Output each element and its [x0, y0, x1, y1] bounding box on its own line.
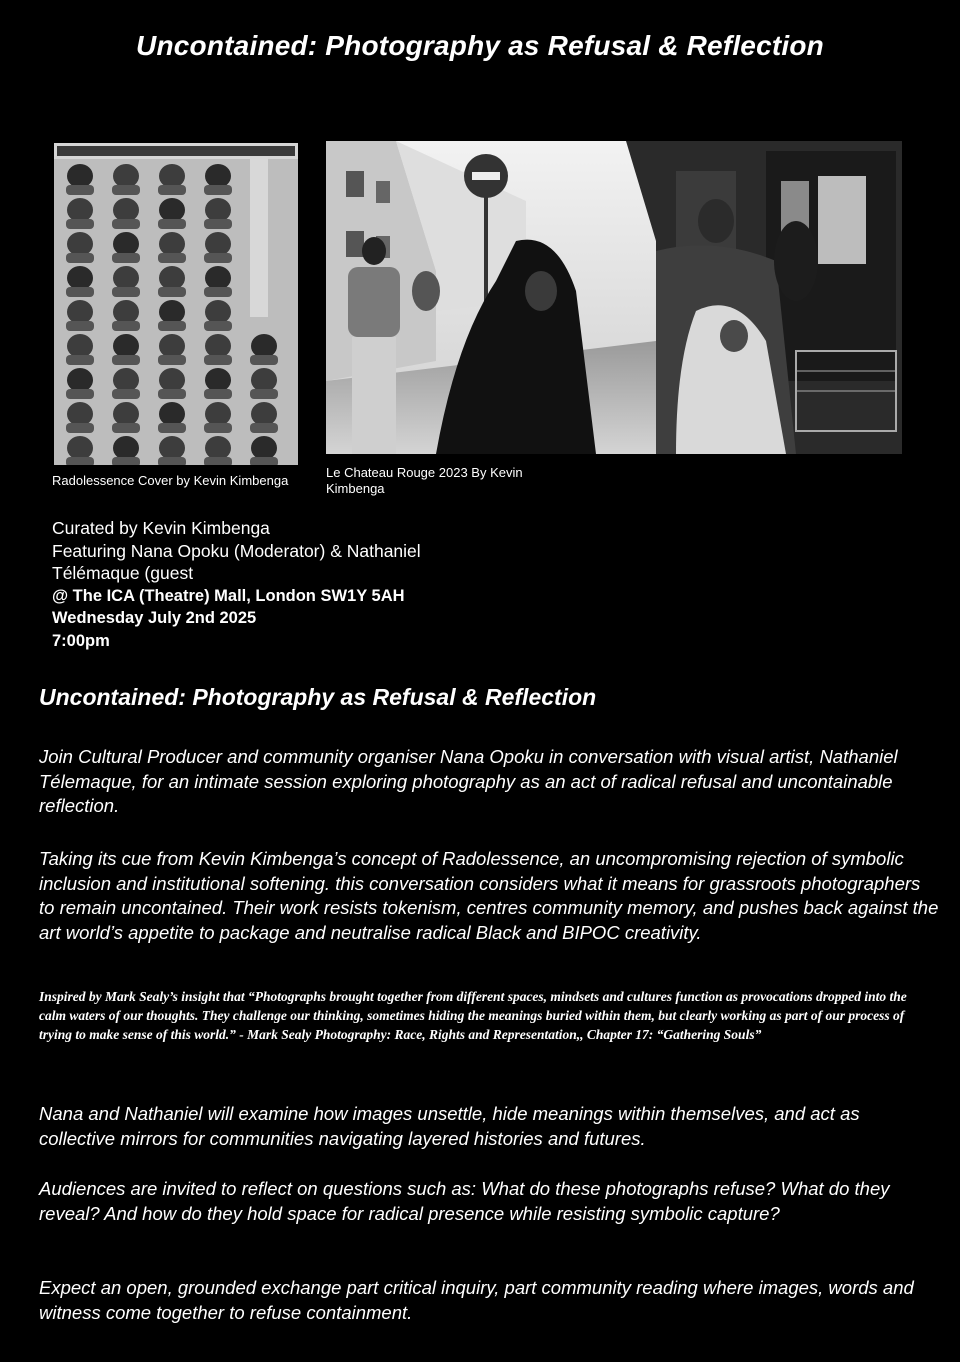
- curator-line: Curated by Kevin Kimbenga: [52, 518, 270, 538]
- event-details: [52, 517, 482, 652]
- le-chateau-rouge-street-photo: [326, 141, 902, 454]
- time-line: 7:00pm: [52, 631, 110, 650]
- featuring-line-2: Télémaque (guest: [52, 563, 194, 583]
- date-line: Wednesday July 2nd 2025: [52, 609, 257, 627]
- context-paragraph: Taking its cue from Kevin Kimbenga’s concept of Radolessence, an uncompromising rejection of symbolic inclusion and institutional softening. this conversation considers what it means for grassroots photographers to remain uncontained. Their work resists tokenism, centres community memory, and pushes back against the art world’s appetite to package and neutralise radical Black and BIPOC creativity.: [39, 848, 939, 943]
- venue-line: @ The ICA (Theatre) Mall, London SW1Y 5AH: [52, 586, 405, 605]
- radolessence-cover-photo: [54, 143, 298, 465]
- section-heading: Uncontained: Photography as Refusal & Reflection: [39, 684, 597, 710]
- featuring-line: Featuring Nana Opoku (Moderator) & Nathaniel: [52, 540, 421, 561]
- cover-photo-caption: Radolessence Cover by Kevin Kimbenga: [52, 473, 289, 488]
- page-title: Uncontained: Photography as Refusal & Reflection: [136, 30, 824, 61]
- expect-paragraph: Expect an open, grounded exchange part critical inquiry, part community reading where images, words and witness come together to refuse containment.: [39, 1277, 914, 1323]
- street-photo-caption: Le Chateau Rouge 2023 By Kevin Kimbenga: [326, 465, 523, 496]
- intro-paragraph: Join Cultural Producer and community organiser Nana Opoku in conversation with visual artist, Nathaniel Télemaque, for an intimate session exploring photography as an act of radical refusal and uncontainable reflection.: [39, 746, 898, 816]
- questions-paragraph: Audiences are invited to reflect on questions such as: What do these photographs refuse? What do they reveal? And how do they hold space for radical presence while resisting symbolic capture?: [39, 1178, 890, 1224]
- quote-paragraph: Inspired by Mark Sealy’s insight that “Photographs brought together from different spaces, mindsets and cultures function as provocations dropped into the calm waters of our thoughts. They challenge our thinking, sometimes hiding the meanings buried within them, but clearly working as part of our process of trying to make sense of this world.” - Mark Sealy Photography: Race, Rights and Representation,, Chapter 17: “Gathering Souls”: [39, 989, 907, 1042]
- examine-paragraph: Nana and Nathaniel will examine how images unsettle, hide meanings within themselves, and act as collective mirrors for communities navigating layered histories and futures.: [39, 1103, 860, 1149]
